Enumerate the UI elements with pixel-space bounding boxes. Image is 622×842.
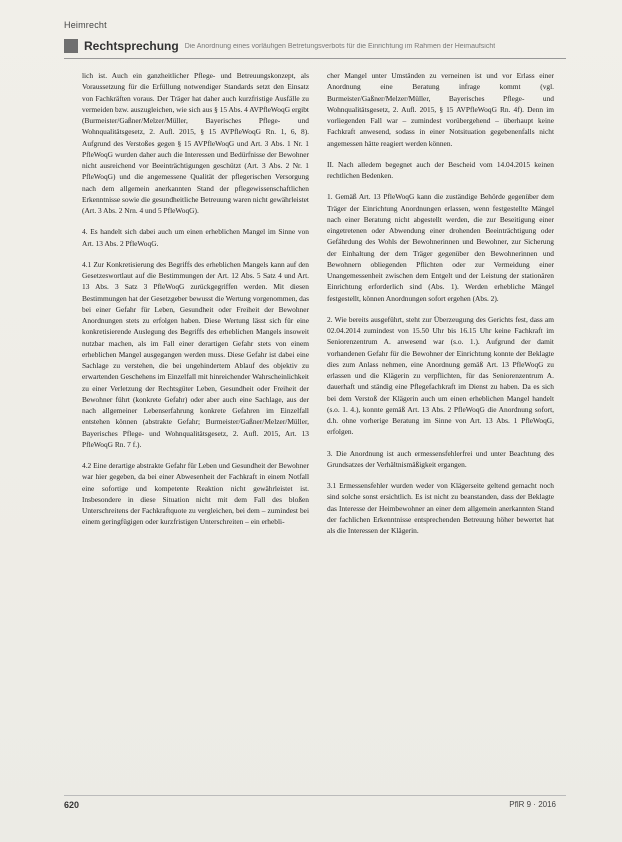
text-columns	[82, 70, 554, 770]
header-subtitle: Die Anordnung eines vorläufigen Betretungsverbots für die Einrichtung im Rahmen der Heimaufsicht	[184, 42, 496, 50]
section-label: Heimrecht	[64, 20, 107, 30]
left-column	[82, 70, 309, 770]
paragraph: 4. Es handelt sich dabei auch um einen erheblichen Mangel im Sinne von Art. 13 Abs. 2 PfleWoqG.	[82, 227, 309, 248]
paragraph: lich ist. Auch ein ganzheitlicher Pflege- und Betreuungskonzept, als Voraussetzung für die Erfüllung notwendiger Standards setzt den Einsatz von Fachkräften voraus. Der Träger hat daher auch kurzfristige Ausfälle zu vermeiden bzw. auszugleichen, wie sich aus § 15 Abs. 4 AVPfleWoqG ergibt (Burmeister/Gaßner/Melzer/Müller, Bayerisches Pflege- und Wohnqualitätsgesetz, 2. Aufl. 2015, § 15 AVPfleWoqG Rn. 1, 6, 8). Aufgrund des Verstoßes gegen § 15 AVPfleWoqG und Art. 3 Abs. 1 Nr. 1 PfleWoqG wurden daher auch die Interessen und Bedürfnisse der Bewohner nicht ausreichend vor Beeinträchtigungen geschützt (Art. 3 Abs. 2 Nr. 1 PfleWoqG) und die angemessene Qualität der pflegerischen Versorgung nach dem allgemein anerkannten Stand der pflegewissenschaftlichen Erkenntnisse sowie die gesundheitliche Betreuung waren nicht gewährleistet (Art. 3 Abs. 2 Nrn. 4 und 5 PfleWoqG).	[82, 71, 309, 215]
paragraph: 1. Gemäß Art. 13 PfleWoqG kann die zuständige Behörde gegenüber dem Träger der Einrichtung Anordnungen erlassen, wenn festgestellte Mängel nach einer Beratung nicht abgestellt werden, die zur Beseitigung einer eingetretenen oder Abwendung einer drohenden Beeinträchtigung oder Gefährdung des Wohls der Bewohnerinnen und Bewohner, zur Sicherung der Einhaltung der dem Träger gegenüber den Bewohnerinnen und Bewohnern obliegenden Pflichten oder zur Vermeidung einer Unangemessenheit zwischen dem Entgelt und der Leistung der stationären Einrichtung erforderlich sind (Abs. 1). Werden erhebliche Mängel festgestellt, können Anordnungen sofort ergehen (Abs. 2).	[327, 192, 554, 303]
paragraph: II. Nach alledem begegnet auch der Bescheid vom 14.04.2015 keinen rechtlichen Bedenken.	[327, 159, 554, 180]
paragraph: cher Mangel unter Umständen zu verneinen ist und vor Erlass einer Anordnung eine Beratung infrage kommt (vgl. Burmeister/Gaßner/Melzer/Müller, Bayerisches Pflege- und Wohnqualitätsgesetz, 2. Aufl. 2015, § 15 AVPfleWoqG Rn. 4f). Denn im vorliegenden Fall war – zumindest vorübergehend – überhaupt keine Fachkraft anwesend, sodass in einer Notsituation gegebenenfalls nicht angemessen hätte reagiert werden können.	[327, 71, 554, 148]
paragraph: 4.2 Eine derartige abstrakte Gefahr für Leben und Gesundheit der Bewohner war hier gegeben, da bei einer Abwesenheit der Fachkraft in einem Notfall eine sofortige und kompetente Reaktion nicht gewährleistet ist. Insbesondere in diese Situation nicht mit dem Fall des bloßen Unterschreitens der Fachkraftquote zu vergleichen, bei dem – zumindest bei einem geringfügigen oder kurzfristigen Unterschreiten – ein erhebli-	[82, 461, 309, 527]
header-square-icon	[64, 39, 78, 53]
right-column	[327, 70, 554, 770]
running-header	[64, 38, 564, 54]
page-number: 620	[64, 800, 80, 810]
paragraph: 2. Wie bereits ausgeführt, steht zur Überzeugung des Gerichts fest, dass am 02.04.2014 zumindest von 15.50 Uhr bis 16.15 Uhr keine Fachkraft im Seniorenzentrum A. anwesend war (s.o. 1.). Aufgrund der damit vorhandenen Gefahr für die Bewohner der Einrichtung konnte der Beklagte dies zum Anlass nehmen, eine Anordnung gemäß Art. 13 PfleWoqG zu erlassen und die Klägerin zu verpflichten, für das Seniorenzentrum A. dauerhaft und ständig eine Pflegefachkraft im Dienst zu haben. Da es sich bei dem Verstoß der Klägerin auch um einen erheblichen Mangel handelt (s.o. 1. 4.), konnte gemäß Art. 13 Abs. 2 PfleWoqG die Anordnung sofort, d.h. ohne vorherige Beratung im Sinne von Art. 13 Abs. 1 PfleWoqG, erfolgen.	[327, 314, 554, 437]
header-title: Rechtsprechung	[84, 39, 179, 53]
paragraph: 3.1 Ermessensfehler wurden weder von Klägerseite geltend gemacht noch sind solche sonst ersichtlich. Es ist nicht zu beanstanden, dass der Beklagte das Interesse der Heimbewohner an einer dem allgemein anerkannten Stand der fachlichen Erkenntnisse entsprechenden Betreuung höher bewertet hat als die Interessen der Klägerin.	[327, 481, 554, 535]
paragraph: 3. Die Anordnung ist auch ermessensfehlerfrei und unter Beachtung des Grundsatzes der Verhältnismäßigkeit ergangen.	[327, 448, 554, 469]
header-divider	[64, 58, 566, 59]
footer-divider	[64, 795, 566, 796]
paragraph: 4.1 Zur Konkretisierung des Begriffs des erheblichen Mangels kann auf den Gesetzeswortlaut auf die Bestimmungen der Art. 12 Abs. 5 Satz 4 und Art. 13 Abs. 3 Satz 3 PfleWoqG zurückgegriffen werden. Mit diesen Bestimmungen hat der Gesetzgeber bewusst die Wertung vorgenommen, das bei einer Gefahr für Leben, Gesundheit oder Freiheit der Bewohner Anordnungen stets zu erfolgen haben. Diese Wertung lässt sich für eine konkretisierende Auslegung des Begriffs des erheblichen Mangels insoweit nutzbar machen, als im Fall einer derartigen Gefahr stets von einem erheblichen Mangel ausgegangen werden muss. Diese Gefahr ist dabei eine Sachlage zu verstehen, die bei ungehindertem Ablauf des objektiv zu erwartenden Geschehens im Einzelfall mit hinreichender Wahrscheinlichkeit zu einer Verletzung der Rechtsgüter Leben, Gesundheit oder Freiheit der Bewohner führt (konkrete Gefahr) oder aber auch eine Sachlage, aus der nach allgemeiner Lebenserfahrung konkrete Gefahren im Einzelfall entstehen können (abstrakte Gefahr; Burmeister/Gaßner/Melzer/Müller, Bayerisches Pflege- und Wohnqualitätsgesetz, 2. Aufl. 2015, Art. 13 PfleWoqG Rn. 7 f.).	[82, 259, 309, 449]
journal-reference: PflR 9 · 2016	[509, 800, 556, 809]
